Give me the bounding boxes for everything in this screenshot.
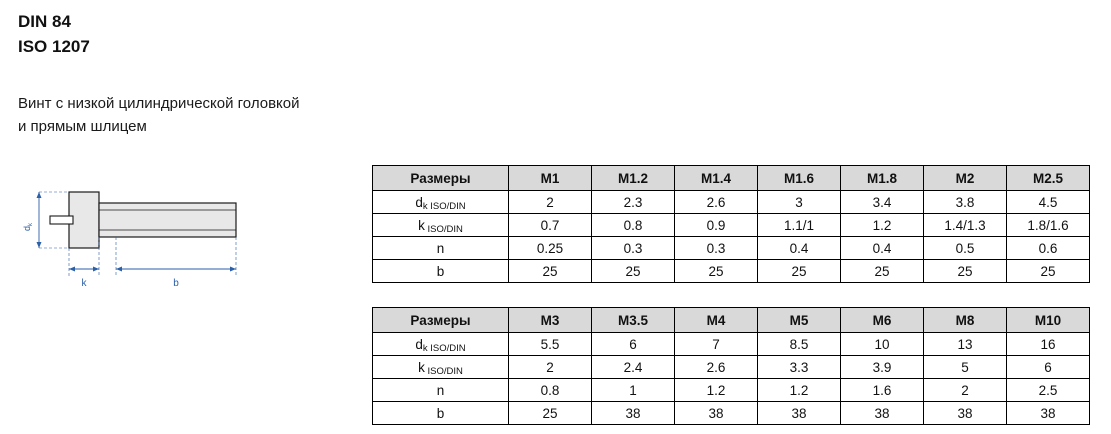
table-cell: 1.2 [758, 379, 841, 402]
table-row [373, 214, 1090, 237]
table-cell: 1 [592, 379, 675, 402]
table-header-cell: M1.4 [675, 166, 758, 191]
standard-title-din: DIN 84 [18, 12, 71, 31]
table-cell: 2.6 [675, 356, 758, 379]
screw-technical-drawing [6, 165, 356, 295]
table-cell: 6 [592, 333, 675, 356]
table-header-cell: M10 [1007, 308, 1090, 333]
table-row [373, 402, 1090, 425]
table-row [373, 260, 1090, 283]
table-header-cell: Размеры [373, 308, 509, 333]
table-cell: 1.1/1 [758, 214, 841, 237]
table-cell: 1.2 [841, 214, 924, 237]
row-label-tail: ISO/DIN [424, 365, 463, 377]
dimension-label-b: b [173, 278, 179, 289]
spec-table [372, 307, 1090, 425]
table-cell: 25 [1007, 260, 1090, 283]
table-header-cell: M1 [509, 166, 592, 191]
row-label-main: k [418, 359, 425, 375]
dimension-b [116, 237, 236, 277]
table-cell: 0.25 [509, 237, 592, 260]
table-cell: 0.5 [924, 237, 1007, 260]
table-header-cell: M1.2 [592, 166, 675, 191]
document-heading-block [18, 10, 358, 138]
table-cell: 3.3 [758, 356, 841, 379]
table-cell: 0.9 [675, 214, 758, 237]
table-header-cell: M2 [924, 166, 1007, 191]
row-label-tail: ISO/DIN [424, 223, 463, 235]
row-label-tail: ISO/DIN [427, 200, 466, 212]
table-cell: 2.4 [592, 356, 675, 379]
standard-title [18, 10, 358, 59]
table-header-cell: M5 [758, 308, 841, 333]
table-cell: 6 [1007, 356, 1090, 379]
table-cell: 1.6 [841, 379, 924, 402]
table-cell: 2.5 [1007, 379, 1090, 402]
row-label-n: n [373, 379, 509, 402]
table-cell: 3.4 [841, 191, 924, 214]
table-cell: 38 [1007, 402, 1090, 425]
row-label-b: b [373, 402, 509, 425]
row-label-dk [373, 191, 509, 214]
table-row [373, 191, 1090, 214]
table-header-cell: M1.6 [758, 166, 841, 191]
table-cell: 25 [509, 402, 592, 425]
table-cell: 25 [592, 260, 675, 283]
table-cell: 25 [509, 260, 592, 283]
product-description-line2: и прямым шлицем [18, 117, 147, 135]
table-cell: 25 [924, 260, 1007, 283]
table-row [373, 237, 1090, 260]
table-cell: 0.8 [509, 379, 592, 402]
table-cell: 4.5 [1007, 191, 1090, 214]
dimension-label-dk: $d_k$ [22, 222, 34, 232]
table-cell: 38 [841, 402, 924, 425]
row-label-k [373, 214, 509, 237]
table-cell: 1.8/1.6 [1007, 214, 1090, 237]
row-label-main: d [415, 336, 423, 352]
row-label-sub: k [422, 200, 428, 212]
table-row [373, 379, 1090, 402]
table-header-cell: M4 [675, 308, 758, 333]
table-cell: 3.8 [924, 191, 1007, 214]
row-label-b: b [373, 260, 509, 283]
table-header-cell: M3 [509, 308, 592, 333]
table-cell: 3.9 [841, 356, 924, 379]
table-cell: 3 [758, 191, 841, 214]
table-header-cell: Размеры [373, 166, 509, 191]
table-header-cell: M6 [841, 308, 924, 333]
table-cell: 0.6 [1007, 237, 1090, 260]
product-description-line1: Винт с низкой цилиндрической головкой [18, 95, 300, 113]
screw-slot-shape [50, 216, 73, 224]
table-cell: 38 [592, 402, 675, 425]
standard-title-iso: ISO 1207 [18, 36, 90, 56]
row-label-main: d [415, 194, 423, 210]
table-header-row [373, 166, 1090, 191]
screw-shank-shape [99, 203, 236, 237]
table-header-cell: M2.5 [1007, 166, 1090, 191]
table-header-cell: M8 [924, 308, 1007, 333]
table-cell: 1.2 [675, 379, 758, 402]
dimensions-table-small-sizes [372, 165, 1090, 283]
table-cell: 2 [924, 379, 1007, 402]
dimension-label-k: k [81, 278, 87, 289]
row-label-dk [373, 333, 509, 356]
table-header-cell: M1.8 [841, 166, 924, 191]
product-description [18, 93, 358, 138]
row-label-n: n [373, 237, 509, 260]
spec-table [372, 165, 1090, 283]
table-header-row [373, 308, 1090, 333]
row-label-tail: ISO/DIN [427, 342, 466, 354]
table-cell: 8.5 [758, 333, 841, 356]
table-cell: 38 [758, 402, 841, 425]
row-label-sub: k [422, 342, 428, 354]
table-cell: 0.4 [841, 237, 924, 260]
table-cell: 13 [924, 333, 1007, 356]
table-cell: 2.3 [592, 191, 675, 214]
table-cell: 0.3 [592, 237, 675, 260]
table-cell: 25 [758, 260, 841, 283]
table-cell: 5.5 [509, 333, 592, 356]
table-row [373, 356, 1090, 379]
table-cell: 0.8 [592, 214, 675, 237]
table-cell: 38 [675, 402, 758, 425]
table-cell: 25 [841, 260, 924, 283]
row-label-main: k [418, 217, 425, 233]
table-cell: 0.4 [758, 237, 841, 260]
screw-drawing-svg [6, 165, 356, 295]
table-cell: 2 [509, 191, 592, 214]
table-cell: 38 [924, 402, 1007, 425]
table-cell: 10 [841, 333, 924, 356]
row-label-k [373, 356, 509, 379]
table-cell: 0.7 [509, 214, 592, 237]
table-cell: 25 [675, 260, 758, 283]
table-cell: 1.4/1.3 [924, 214, 1007, 237]
table-row [373, 333, 1090, 356]
table-cell: 7 [675, 333, 758, 356]
table-cell: 16 [1007, 333, 1090, 356]
table-cell: 0.3 [675, 237, 758, 260]
table-header-cell: M3.5 [592, 308, 675, 333]
dimensions-table-large-sizes [372, 307, 1090, 425]
table-cell: 2 [509, 356, 592, 379]
table-cell: 2.6 [675, 191, 758, 214]
table-cell: 5 [924, 356, 1007, 379]
